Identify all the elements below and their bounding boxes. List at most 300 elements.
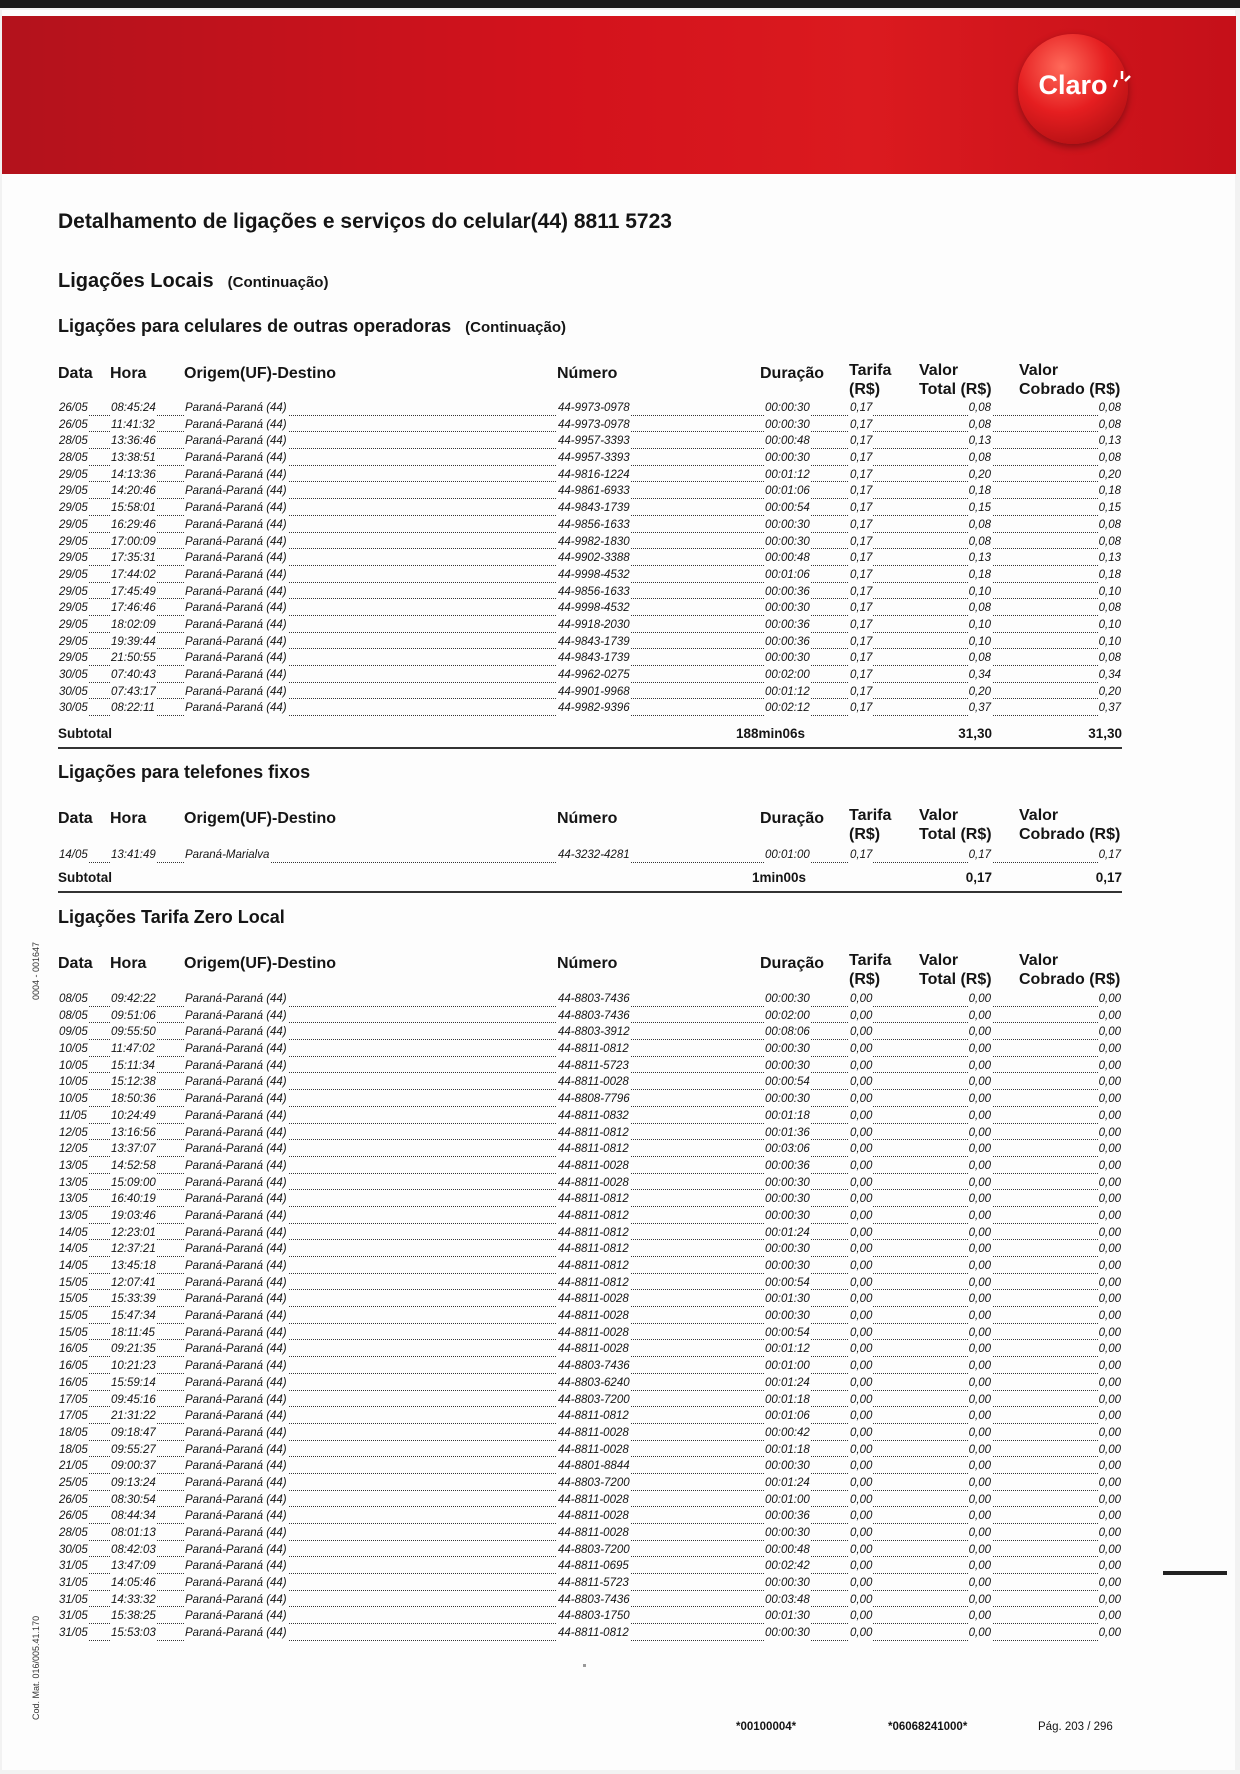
table-row (0, 418, 1240, 435)
row-time: 09:55:27 (111, 1443, 156, 1456)
subtable-continuation: (Continuação) (465, 319, 566, 336)
row-charged: 0,08 (1098, 518, 1121, 531)
row-duration: 00:00:54 (765, 1076, 810, 1089)
row-time: 13:37:07 (111, 1143, 156, 1156)
row-time: 15:33:39 (111, 1293, 156, 1306)
row-duration: 00:01:30 (765, 1293, 810, 1306)
col-hora: Hora (110, 955, 147, 972)
row-duration: 00:00:30 (765, 1527, 810, 1539)
table-row (0, 551, 1240, 568)
row-tariff: 0,00 (850, 1310, 873, 1323)
row-origin: Paraná-Paraná (44) (185, 1143, 287, 1156)
row-number: 44-9843-1739 (558, 652, 630, 665)
row-time: 11:41:32 (111, 418, 155, 431)
table-row (0, 1359, 1240, 1376)
table-row (0, 484, 1240, 501)
table-row (0, 518, 1240, 535)
table-row (0, 1226, 1240, 1243)
row-time: 08:30:54 (111, 1493, 156, 1506)
row-duration: 00:00:30 (765, 1310, 810, 1323)
col-origem: Origem(UF)-Destino (184, 810, 336, 827)
row-charged: 0,00 (1098, 1527, 1121, 1539)
col-tarifa-line1: Tarifa (849, 807, 892, 824)
row-total: 0,34 (968, 669, 991, 681)
row-total: 0,00 (968, 1577, 991, 1590)
row-origin: Paraná-Paraná (44) (185, 518, 287, 531)
row-total: 0,00 (968, 1310, 991, 1323)
row-duration: 00:00:30 (765, 1043, 810, 1056)
row-origin: Paraná-Paraná (44) (185, 1293, 287, 1306)
row-time: 09:45:16 (111, 1393, 156, 1406)
row-origin: Paraná-Paraná (44) (185, 1593, 287, 1606)
row-total: 0,00 (968, 1543, 991, 1556)
row-date: 30/05 (59, 1543, 88, 1556)
column-header-block (0, 361, 1240, 401)
row-origin: Paraná-Paraná (44) (185, 1476, 287, 1489)
row-time: 21:50:55 (111, 652, 156, 665)
row-duration: 00:00:30 (765, 1059, 810, 1072)
row-total: 0,00 (968, 1076, 991, 1089)
row-total: 0,20 (968, 468, 991, 481)
subtotal-charged: 31,30 (1088, 726, 1122, 741)
row-origin: Paraná-Paraná (44) (185, 1393, 287, 1406)
col-valor-total-line2: Total (R$) (919, 381, 992, 398)
row-number: 44-8811-0812 (558, 1276, 629, 1289)
row-origin: Paraná-Paraná (44) (185, 402, 287, 414)
row-number: 44-8808-7796 (558, 1093, 630, 1106)
row-origin: Paraná-Paraná (44) (185, 1627, 287, 1640)
subtotal-row-landline (0, 870, 1240, 888)
row-tariff: 0,00 (850, 1343, 873, 1356)
row-time: 09:21:35 (111, 1343, 156, 1356)
table-row (0, 1376, 1240, 1393)
row-date: 29/05 (59, 635, 88, 648)
row-tariff: 0,00 (850, 1560, 873, 1573)
column-header-block (0, 806, 1240, 846)
row-charged: 0,00 (1098, 1610, 1121, 1623)
row-number: 44-9902-3388 (558, 552, 630, 565)
col-valor-total (919, 951, 992, 989)
row-duration: 00:00:36 (765, 1510, 810, 1523)
row-charged: 0,13 (1098, 552, 1121, 565)
row-date: 30/05 (59, 669, 88, 681)
section-continuation: (Continuação) (227, 274, 329, 291)
row-number: 44-9918-2030 (558, 618, 630, 631)
row-tariff: 0,00 (850, 1460, 873, 1473)
row-total: 0,00 (968, 1226, 991, 1239)
row-charged: 0,20 (1098, 685, 1121, 698)
row-tariff: 0,00 (850, 1326, 873, 1339)
row-tariff: 0,00 (850, 1393, 873, 1406)
row-origin: Paraná-Paraná (44) (185, 993, 287, 1005)
table-row (0, 1559, 1240, 1576)
col-tarifa-line2: (R$) (849, 826, 881, 843)
row-duration: 00:00:36 (765, 618, 810, 631)
row-number: 44-8811-0812 (558, 1226, 629, 1239)
row-date: 08/05 (59, 1009, 88, 1022)
table-row (0, 1626, 1240, 1643)
row-number: 44-8811-0028 (558, 1510, 629, 1523)
row-number: 44-8811-0028 (558, 1076, 629, 1089)
row-number: 44-9998-4532 (558, 602, 630, 615)
row-total: 0,08 (968, 652, 991, 665)
row-origin: Paraná-Paraná (44) (185, 452, 287, 465)
row-number: 44-9856-1633 (558, 585, 630, 598)
row-tariff: 0,17 (850, 585, 873, 598)
row-total: 0,08 (968, 418, 991, 431)
table-row (0, 468, 1240, 485)
row-origin: Paraná-Paraná (44) (185, 1310, 287, 1323)
row-total: 0,00 (968, 1143, 991, 1156)
row-number: 44-9856-1633 (558, 518, 630, 531)
row-tariff: 0,00 (850, 1076, 873, 1089)
table-row (0, 668, 1240, 685)
row-charged: 0,08 (1098, 418, 1121, 431)
row-charged: 0,00 (1098, 1026, 1121, 1039)
footer-code-2: *06068241000* (888, 1721, 968, 1733)
row-date: 29/05 (59, 468, 88, 481)
subtable-title-mobile (58, 316, 566, 337)
row-origin: Paraná-Paraná (44) (185, 1426, 287, 1439)
subtotal-total: 31,30 (958, 726, 992, 741)
row-time: 09:00:37 (111, 1460, 156, 1473)
call-rows-mobile (0, 401, 1240, 718)
row-charged: 0,08 (1098, 402, 1121, 414)
col-duracao: Duração (760, 365, 825, 382)
subtotal-label: Subtotal (58, 870, 112, 885)
row-origin: Paraná-Paraná (44) (185, 1543, 287, 1556)
row-duration: 00:01:36 (765, 1126, 810, 1139)
row-tariff: 0,17 (850, 485, 873, 498)
row-charged: 0,00 (1098, 1276, 1121, 1289)
row-duration: 00:02:00 (765, 1009, 810, 1022)
row-time: 15:11:34 (111, 1059, 155, 1072)
row-origin: Paraná-Paraná (44) (185, 702, 287, 715)
row-charged: 0,00 (1098, 1343, 1121, 1356)
row-duration: 00:08:06 (765, 1026, 810, 1039)
row-charged: 0,00 (1098, 1543, 1121, 1556)
row-time: 07:43:17 (111, 685, 156, 698)
row-number: 44-9843-1739 (558, 502, 630, 515)
col-tarifa-line2: (R$) (849, 381, 881, 398)
row-tariff: 0,00 (850, 1009, 873, 1022)
row-charged: 0,00 (1098, 1226, 1121, 1239)
row-charged: 0,00 (1098, 1143, 1121, 1156)
row-date: 14/05 (59, 1260, 88, 1272)
table-row (0, 1576, 1240, 1593)
row-charged: 0,00 (1098, 1460, 1121, 1473)
col-duracao: Duração (760, 955, 825, 972)
row-date: 14/05 (59, 1226, 88, 1239)
row-charged: 0,20 (1098, 468, 1121, 481)
row-origin: Paraná-Paraná (44) (185, 1527, 287, 1539)
row-duration: 00:00:30 (765, 1243, 810, 1256)
table-row (0, 1476, 1240, 1493)
row-tariff: 0,00 (850, 1226, 873, 1239)
row-charged: 0,00 (1098, 1043, 1121, 1056)
row-time: 08:45:24 (111, 402, 156, 414)
row-date: 10/05 (59, 1093, 88, 1106)
row-number: 44-8811-0812 (558, 1043, 629, 1056)
call-rows-zero-rate (0, 992, 1240, 1643)
row-tariff: 0,00 (850, 1610, 873, 1623)
row-tariff: 0,00 (850, 1476, 873, 1489)
row-total: 0,00 (968, 1243, 991, 1256)
row-time: 17:45:49 (111, 585, 156, 598)
table-row (0, 1092, 1240, 1109)
row-time: 17:35:31 (111, 552, 156, 565)
row-date: 25/05 (59, 1476, 88, 1489)
table-row (0, 1259, 1240, 1276)
row-date: 31/05 (59, 1593, 88, 1606)
row-time: 08:44:34 (111, 1510, 156, 1523)
row-duration: 00:01:24 (765, 1226, 810, 1239)
row-date: 26/05 (59, 418, 88, 431)
col-valor-total (919, 806, 992, 844)
row-date: 28/05 (59, 1527, 88, 1539)
col-valor-cobrado-line1: Valor (1019, 362, 1059, 379)
col-hora: Hora (110, 810, 147, 827)
col-valor-total-line1: Valor (919, 362, 959, 379)
claro-logo-text: Claro (1038, 70, 1108, 100)
row-origin: Paraná-Paraná (44) (185, 535, 287, 548)
table-row (0, 568, 1240, 585)
row-origin: Paraná-Paraná (44) (185, 1260, 287, 1272)
row-charged: 0,17 (1098, 849, 1121, 861)
row-total: 0,08 (968, 518, 991, 531)
row-duration: 00:00:30 (765, 518, 810, 531)
row-date: 29/05 (59, 618, 88, 631)
row-date: 15/05 (59, 1326, 88, 1339)
table-row (0, 1326, 1240, 1343)
row-time: 12:37:21 (111, 1243, 156, 1256)
table-row (0, 618, 1240, 635)
row-time: 21:31:22 (111, 1410, 156, 1423)
row-charged: 0,00 (1098, 1126, 1121, 1139)
row-number: 44-8811-0028 (558, 1326, 629, 1339)
row-date: 13/05 (59, 1159, 88, 1172)
row-number: 44-9843-1739 (558, 635, 630, 648)
row-time: 15:09:00 (111, 1176, 156, 1189)
row-number: 44-8803-7436 (558, 1009, 630, 1022)
row-duration: 00:01:18 (765, 1443, 810, 1456)
row-tariff: 0,00 (850, 1543, 873, 1556)
table-row (0, 1159, 1240, 1176)
col-data: Data (58, 955, 93, 972)
row-origin: Paraná-Paraná (44) (185, 685, 287, 698)
row-tariff: 0,00 (850, 1376, 873, 1389)
row-number: 44-8811-0812 (558, 1143, 629, 1156)
row-date: 29/05 (59, 568, 88, 581)
col-hora: Hora (110, 365, 147, 382)
row-number: 44-8811-0832 (558, 1109, 629, 1122)
row-date: 28/05 (59, 435, 88, 448)
row-total: 0,10 (968, 635, 991, 648)
row-total: 0,00 (968, 1026, 991, 1039)
table-row (0, 1059, 1240, 1076)
page-title: Detalhamento de ligações e serviços do celular(44) 8811 5723 (58, 210, 672, 233)
col-valor-cobrado (1019, 951, 1120, 989)
row-charged: 0,00 (1098, 1293, 1121, 1306)
table-row (0, 1526, 1240, 1543)
row-tariff: 0,00 (850, 1577, 873, 1590)
row-origin: Paraná-Paraná (44) (185, 1610, 287, 1623)
row-time: 13:45:18 (111, 1260, 156, 1272)
row-number: 44-8803-7436 (558, 993, 630, 1005)
row-tariff: 0,00 (850, 1276, 873, 1289)
table-row (0, 1443, 1240, 1460)
row-origin: Paraná-Paraná (44) (185, 1577, 287, 1590)
row-charged: 0,08 (1098, 535, 1121, 548)
row-origin: Paraná-Paraná (44) (185, 1109, 287, 1122)
col-valor-cobrado-line2: Cobrado (R$) (1019, 826, 1121, 843)
row-date: 15/05 (59, 1293, 88, 1306)
row-time: 10:21:23 (111, 1360, 156, 1373)
row-origin: Paraná-Paraná (44) (185, 1043, 287, 1056)
row-origin: Paraná-Paraná (44) (185, 1343, 287, 1356)
row-duration: 00:03:06 (765, 1143, 810, 1156)
table-row (0, 601, 1240, 618)
row-duration: 00:00:30 (765, 1209, 810, 1222)
row-duration: 00:00:54 (765, 502, 810, 515)
table-row (0, 1426, 1240, 1443)
row-origin: Paraná-Paraná (44) (185, 468, 287, 481)
row-time: 14:52:58 (111, 1159, 156, 1172)
table-row (0, 1209, 1240, 1226)
row-charged: 0,15 (1098, 502, 1121, 515)
subtotal-rule (58, 747, 1122, 749)
subtable-title-landline: Ligações para telefones fixos (58, 762, 311, 782)
row-tariff: 0,00 (850, 1260, 873, 1272)
row-charged: 0,00 (1098, 1493, 1121, 1506)
row-origin: Paraná-Paraná (44) (185, 1126, 287, 1139)
row-duration: 00:00:30 (765, 1093, 810, 1106)
row-number: 44-8811-0028 (558, 1176, 629, 1189)
table-row (0, 1493, 1240, 1510)
row-date: 31/05 (59, 1610, 88, 1623)
row-time: 13:16:56 (111, 1126, 156, 1139)
table-row (0, 1192, 1240, 1209)
row-number: 44-9957-3393 (558, 452, 630, 465)
row-total: 0,00 (968, 1376, 991, 1389)
row-date: 21/05 (59, 1460, 88, 1473)
row-time: 10:24:49 (111, 1109, 156, 1122)
row-origin: Paraná-Paraná (44) (185, 502, 287, 515)
row-date: 29/05 (59, 552, 88, 565)
row-origin: Paraná-Paraná (44) (185, 1009, 287, 1022)
row-total: 0,00 (968, 1410, 991, 1423)
row-total: 0,37 (968, 702, 991, 715)
row-charged: 0,00 (1098, 1310, 1121, 1323)
row-origin: Paraná-Paraná (44) (185, 1376, 287, 1389)
row-total: 0,00 (968, 1260, 991, 1272)
row-number: 44-8803-3912 (558, 1026, 630, 1039)
row-number: 44-8811-0028 (558, 1293, 629, 1306)
row-origin: Paraná-Paraná (44) (185, 1176, 287, 1189)
row-charged: 0,00 (1098, 1193, 1121, 1206)
row-number: 44-9962-0275 (558, 669, 630, 681)
row-duration: 00:00:30 (765, 1176, 810, 1189)
row-tariff: 0,17 (850, 635, 873, 648)
table-row (0, 501, 1240, 518)
row-origin: Paraná-Paraná (44) (185, 618, 287, 631)
row-duration: 00:02:42 (765, 1560, 810, 1573)
row-duration: 00:00:42 (765, 1426, 810, 1439)
row-duration: 00:02:00 (765, 669, 810, 681)
row-time: 19:39:44 (111, 635, 156, 648)
row-duration: 00:00:36 (765, 585, 810, 598)
row-time: 08:01:13 (111, 1527, 156, 1539)
row-origin: Paraná-Paraná (44) (185, 602, 287, 615)
row-number: 44-8811-0028 (558, 1443, 629, 1456)
table-row (0, 1509, 1240, 1526)
row-tariff: 0,17 (850, 468, 873, 481)
row-time: 14:20:46 (111, 485, 156, 498)
table-row (0, 1309, 1240, 1326)
row-tariff: 0,00 (850, 1059, 873, 1072)
row-origin: Paraná-Paraná (44) (185, 652, 287, 665)
table-row (0, 1276, 1240, 1293)
row-charged: 0,00 (1098, 1426, 1121, 1439)
row-number: 44-8811-0812 (558, 1627, 629, 1640)
row-number: 44-3232-4281 (558, 849, 630, 861)
row-tariff: 0,17 (850, 535, 873, 548)
subtotal-duration: 188min06s (736, 726, 806, 741)
row-date: 29/05 (59, 502, 88, 515)
row-duration: 00:01:06 (765, 568, 810, 581)
table-row (0, 685, 1240, 702)
row-number: 44-8811-0028 (558, 1343, 629, 1356)
table-row (0, 1042, 1240, 1059)
row-date: 29/05 (59, 485, 88, 498)
row-charged: 0,00 (1098, 1560, 1121, 1573)
row-tariff: 0,00 (850, 1426, 873, 1439)
row-total: 0,00 (968, 1276, 991, 1289)
row-number: 44-8803-7436 (558, 1593, 630, 1606)
table-row (0, 401, 1240, 418)
row-total: 0,08 (968, 602, 991, 615)
row-date: 13/05 (59, 1176, 88, 1189)
row-time: 09:18:47 (111, 1426, 156, 1439)
row-time: 13:36:46 (111, 435, 156, 448)
row-tariff: 0,17 (850, 518, 873, 531)
row-duration: 00:00:54 (765, 1276, 810, 1289)
table-row (0, 635, 1240, 652)
row-duration: 00:01:24 (765, 1376, 810, 1389)
row-charged: 0,13 (1098, 435, 1121, 448)
col-valor-cobrado (1019, 361, 1120, 399)
row-time: 17:46:46 (111, 602, 156, 615)
top-edge-line (0, 0, 1240, 8)
row-duration: 00:00:30 (765, 1193, 810, 1206)
row-date: 13/05 (59, 1209, 88, 1222)
row-number: 44-9816-1224 (558, 468, 630, 481)
row-origin: Paraná-Paraná (44) (185, 1276, 287, 1289)
row-duration: 00:02:12 (765, 702, 810, 715)
row-charged: 0,00 (1098, 1410, 1121, 1423)
table-row (0, 1009, 1240, 1026)
row-total: 0,00 (968, 1627, 991, 1640)
footer-code-1: *00100004* (736, 1721, 797, 1733)
row-duration: 00:00:30 (765, 1577, 810, 1590)
row-charged: 0,18 (1098, 485, 1121, 498)
row-date: 12/05 (59, 1143, 88, 1156)
row-date: 14/05 (59, 1243, 88, 1256)
row-duration: 00:01:12 (765, 1343, 810, 1356)
row-total: 0,00 (968, 1009, 991, 1022)
row-total: 0,08 (968, 402, 991, 414)
row-tariff: 0,00 (850, 1043, 873, 1056)
